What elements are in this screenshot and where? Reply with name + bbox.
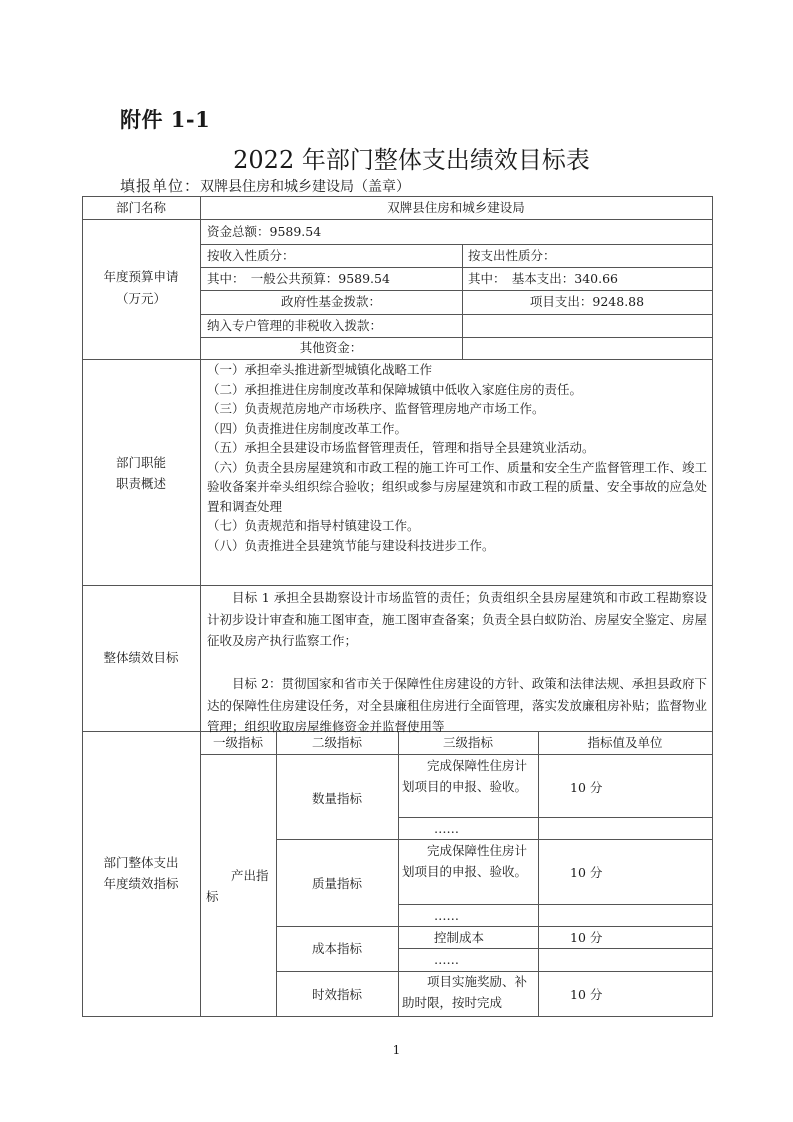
fill-unit-value: 双牌县住房和城乡建设局（盖章） [200, 179, 411, 195]
function-item: （一）承担牵头推进新型城镇化战略工作 [207, 362, 433, 377]
function-item: （五）承担全县建设市场监督管理责任，管理和指导全县建筑业活动。 [207, 440, 595, 455]
page-number: 1 [392, 1043, 401, 1057]
functions-label-line2: 职责概述 [115, 476, 166, 491]
expense-project: 项目支出：9248.88 [529, 294, 645, 309]
income-nontax: 纳入专户管理的非税收入拨款： [207, 318, 383, 333]
col-divider [538, 731, 539, 1017]
header-value: 指标值及单位 [587, 735, 663, 750]
row-divider [82, 585, 712, 586]
col-divider [398, 731, 399, 1017]
fill-unit [120, 175, 410, 196]
level1-output: 产出指标 [206, 868, 269, 904]
indicator-value: 10 分 [570, 930, 603, 945]
page-title: 2022 年部门整体支出绩效目标表 [233, 146, 590, 174]
dept-label: 部门名称 [115, 200, 166, 215]
fill-unit-label: 填报单位： [120, 177, 201, 195]
function-item: （八）负责推进全县建筑节能与建设科技进步工作。 [207, 537, 495, 553]
function-item: （三）负责规范房地产市场秩序、监督管理房地产市场工作。 [207, 401, 545, 416]
attachment-label: 附件 1-1 [120, 107, 211, 132]
expense-basic: 其中： 基本支出：340.66 [468, 271, 618, 286]
income-general: 其中： 一般公共预算：9589.54 [207, 271, 390, 286]
row-divider [82, 219, 712, 220]
budget-label-line2: （万元） [115, 291, 166, 306]
header-level1: 一级指标 [212, 735, 263, 750]
level2-quality: 质量指标 [311, 876, 362, 891]
function-item: （四）负责推进住房制度改革工作。 [207, 420, 408, 436]
indicator-value: 10 分 [570, 865, 603, 880]
goals-text [207, 587, 707, 738]
function-item: （七）负责规范和指导村镇建设工作。 [207, 518, 420, 533]
indicators-label-line2: 年度绩效指标 [103, 876, 179, 891]
level3-item: 完成保障性住房计划项目的申报、验收。 [402, 843, 528, 879]
functions-label [82, 452, 200, 494]
indicator-value: 10 分 [570, 780, 603, 795]
level2-cost: 成本指标 [311, 941, 362, 956]
level3-ellipsis: …… [434, 908, 459, 923]
functions-label-line1: 部门职能 [115, 455, 166, 470]
level3-item: 控制成本 [434, 930, 485, 945]
dept-value: 双牌县住房和城乡建设局 [387, 200, 525, 215]
goal-1: 目标 1 承担全县勘察设计市场监管的责任；负责组织全县房屋建筑和市政工程勘察设计初步设计审查和施工图审查，施工图审查备案；负责全县白蚁防治、房屋安全鉴定、房屋征收及房产执行监察工作； [207, 590, 708, 648]
level3-ellipsis: …… [434, 821, 459, 836]
income-other: 其他资金： [299, 340, 363, 355]
level2-quantity: 数量指标 [311, 791, 362, 806]
goals-label: 整体绩效目标 [103, 650, 179, 665]
budget-label-line1: 年度预算申请 [103, 269, 179, 284]
header-level3: 三级指标 [442, 735, 493, 750]
row-divider [276, 839, 712, 840]
goal-2: 目标 2：贯彻国家和省市关于保障性住房建设的方针、政策和法律法规、承担县政府下达的保障性住房建设任务，对全县廉租住房进行全面管理，落实发放廉租房补贴；监督物业管理；组织收取房屋维修资金并监督使用等 [207, 676, 708, 734]
budget-total: 资金总额：9589.54 [207, 224, 322, 239]
col-divider [200, 196, 201, 1017]
expense-head: 按支出性质分： [468, 248, 556, 263]
level3-ellipsis: …… [434, 952, 459, 967]
functions-list [207, 360, 707, 555]
function-item: （二）承担推进住房制度改革和保障城镇中低收入家庭住房的责任。 [207, 381, 583, 397]
level3-item: 完成保障性住房计划项目的申报、验收。 [402, 758, 528, 794]
indicators-label-line1: 部门整体支出 [103, 855, 179, 870]
header-level2: 二级指标 [311, 735, 362, 750]
income-gov-fund: 政府性基金拨款： [280, 294, 381, 309]
income-head: 按收入性质分： [207, 248, 295, 263]
budget-label [82, 266, 200, 310]
level2-timeliness: 时效指标 [311, 987, 362, 1002]
level3-item: 项目实施奖励、补助时限，按时完成 [402, 974, 528, 1010]
indicator-value: 10 分 [570, 987, 603, 1002]
row-divider [276, 926, 712, 927]
table-border [712, 196, 713, 1017]
indicators-label [82, 852, 200, 894]
function-item: （六）负责全县房屋建筑和市政工程的施工许可工作、质量和安全生产监督管理工作、竣工验收备案并牵头组织综合验收；组织或参与房屋建筑和市政工程的质量、安全事故的应急处置和调查处理 [207, 459, 708, 514]
